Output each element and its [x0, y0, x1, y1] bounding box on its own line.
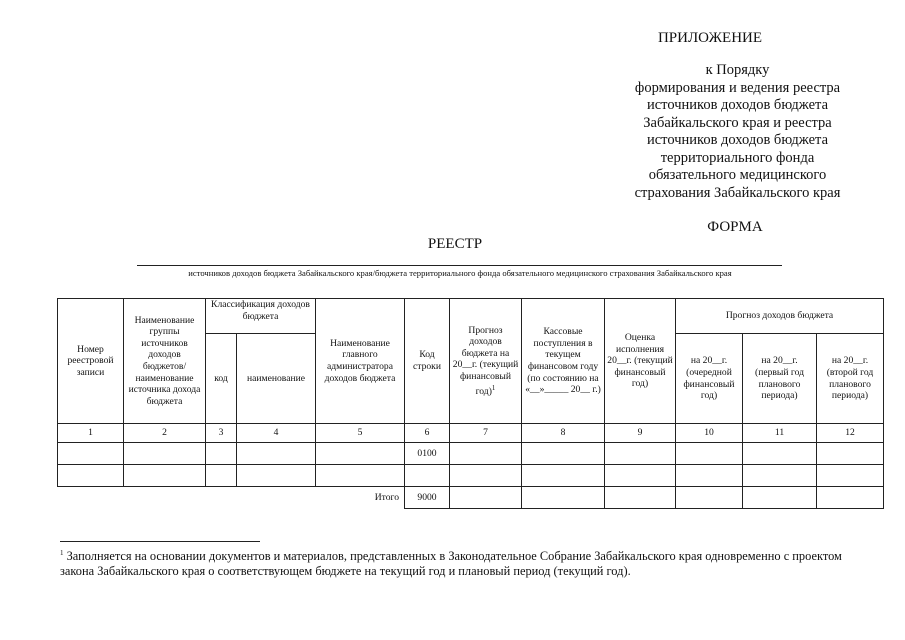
row-code-cell: 0100 — [405, 443, 450, 465]
table-cell — [522, 487, 605, 509]
order-line: источников доходов бюджета — [646, 132, 829, 148]
table-cell — [743, 487, 817, 509]
footnote-text: Заполняется на основании документов и материалов, представленных в Законодательное Собрание Забайкальского края одновременно с проектом закона Забайкальского края о соответствующем бюджете на текущий год и плановый период (текущий год). — [60, 549, 842, 579]
table-cell — [450, 487, 522, 509]
document-subtitle: источников доходов бюджета Забайкальского края/бюджета территориального фонда обязательного медицинского страхования Забайкальского края — [188, 268, 732, 278]
order-line: формирования и ведения реестра — [634, 79, 841, 96]
table-cell — [676, 443, 743, 465]
header-classification: Классификация доходов бюджета — [206, 299, 316, 334]
header-plan-year-2: на 20__г. (второй год планового периода) — [817, 334, 884, 424]
header-group-name: Наименование группы источников доходов бюджетов/ наименование источника дохода бюджета — [124, 299, 206, 424]
table-cell — [58, 443, 124, 465]
order-reference — [600, 62, 875, 202]
table-row — [58, 465, 884, 487]
header-cash-receipts: Кассовые поступления в текущем финансовом году (по состоянию на «__»_____ 20__ г.) — [522, 299, 605, 424]
footnote-marker: 1 — [491, 383, 496, 392]
table-cell — [237, 465, 316, 487]
table-cell — [743, 465, 817, 487]
table-cell — [450, 443, 522, 465]
column-number: 10 — [676, 424, 743, 443]
form-label: ФОРМА — [707, 219, 763, 235]
order-line: Забайкальского края и реестра — [643, 114, 832, 131]
header-plan-year-1: на 20__г. (первый год планового периода) — [743, 334, 817, 424]
appendix-heading: ПРИЛОЖЕНИЕ — [657, 30, 763, 46]
footnote-divider — [60, 541, 260, 542]
document-title: РЕЕСТР — [427, 236, 483, 252]
table-cell — [817, 443, 884, 465]
column-number: 5 — [316, 424, 405, 443]
header-record-number: Номер реестровой записи — [58, 299, 124, 424]
order-line: территориального фонда — [660, 149, 815, 166]
table-cell — [605, 465, 676, 487]
table-cell — [206, 443, 237, 465]
table-cell — [450, 465, 522, 487]
registry-table — [57, 298, 884, 509]
column-number: 1 — [58, 424, 124, 443]
table-cell — [124, 443, 206, 465]
table-cell — [676, 465, 743, 487]
column-number: 11 — [743, 424, 817, 443]
column-number: 9 — [605, 424, 676, 443]
table-cell — [237, 443, 316, 465]
title-underline — [137, 265, 782, 266]
column-number: 6 — [405, 424, 450, 443]
header-next-year: на 20__г. (очередной финансовый год) — [676, 334, 743, 424]
table-cell — [316, 443, 405, 465]
column-number: 4 — [237, 424, 316, 443]
total-row — [58, 487, 884, 509]
table-cell — [605, 487, 676, 509]
order-line: источников доходов бюджета — [646, 97, 829, 113]
table-cell — [817, 487, 884, 509]
total-code-cell: 9000 — [405, 487, 450, 509]
column-number: 3 — [206, 424, 237, 443]
header-name: наименование — [237, 334, 316, 424]
column-number: 7 — [450, 424, 522, 443]
table-cell — [817, 465, 884, 487]
table-cell — [206, 465, 237, 487]
table-cell — [605, 443, 676, 465]
table-cell — [124, 465, 206, 487]
table-cell — [58, 465, 124, 487]
footnote — [60, 546, 860, 579]
table-row — [58, 443, 884, 465]
total-label: Итого — [374, 491, 399, 503]
header-administrator: Наименование главного администратора доходов бюджета — [316, 299, 405, 424]
table-cell — [743, 443, 817, 465]
column-number: 2 — [124, 424, 206, 443]
table-cell — [405, 465, 450, 487]
header-line-code: Код строки — [405, 299, 450, 424]
header-code: код — [206, 334, 237, 424]
header-forecast-current: Прогноз доходов бюджета на 20__г. (текущий финансовый год)$^1$ — [450, 299, 522, 424]
column-number: 8 — [522, 424, 605, 443]
table-cell — [316, 465, 405, 487]
table-cell — [522, 465, 605, 487]
table-cell — [522, 443, 605, 465]
footnote-marker: 1 — [60, 549, 64, 557]
order-line: страхования Забайкальского края — [634, 184, 841, 201]
order-line: к Порядку — [705, 62, 770, 78]
table-cell — [676, 487, 743, 509]
header-forecast-group: Прогноз доходов бюджета — [676, 299, 884, 334]
order-line: обязательного медицинского — [648, 167, 827, 183]
column-number: 12 — [817, 424, 884, 443]
header-estimate: Оценка исполнения 20__г. (текущий финансовый год) — [605, 299, 676, 424]
